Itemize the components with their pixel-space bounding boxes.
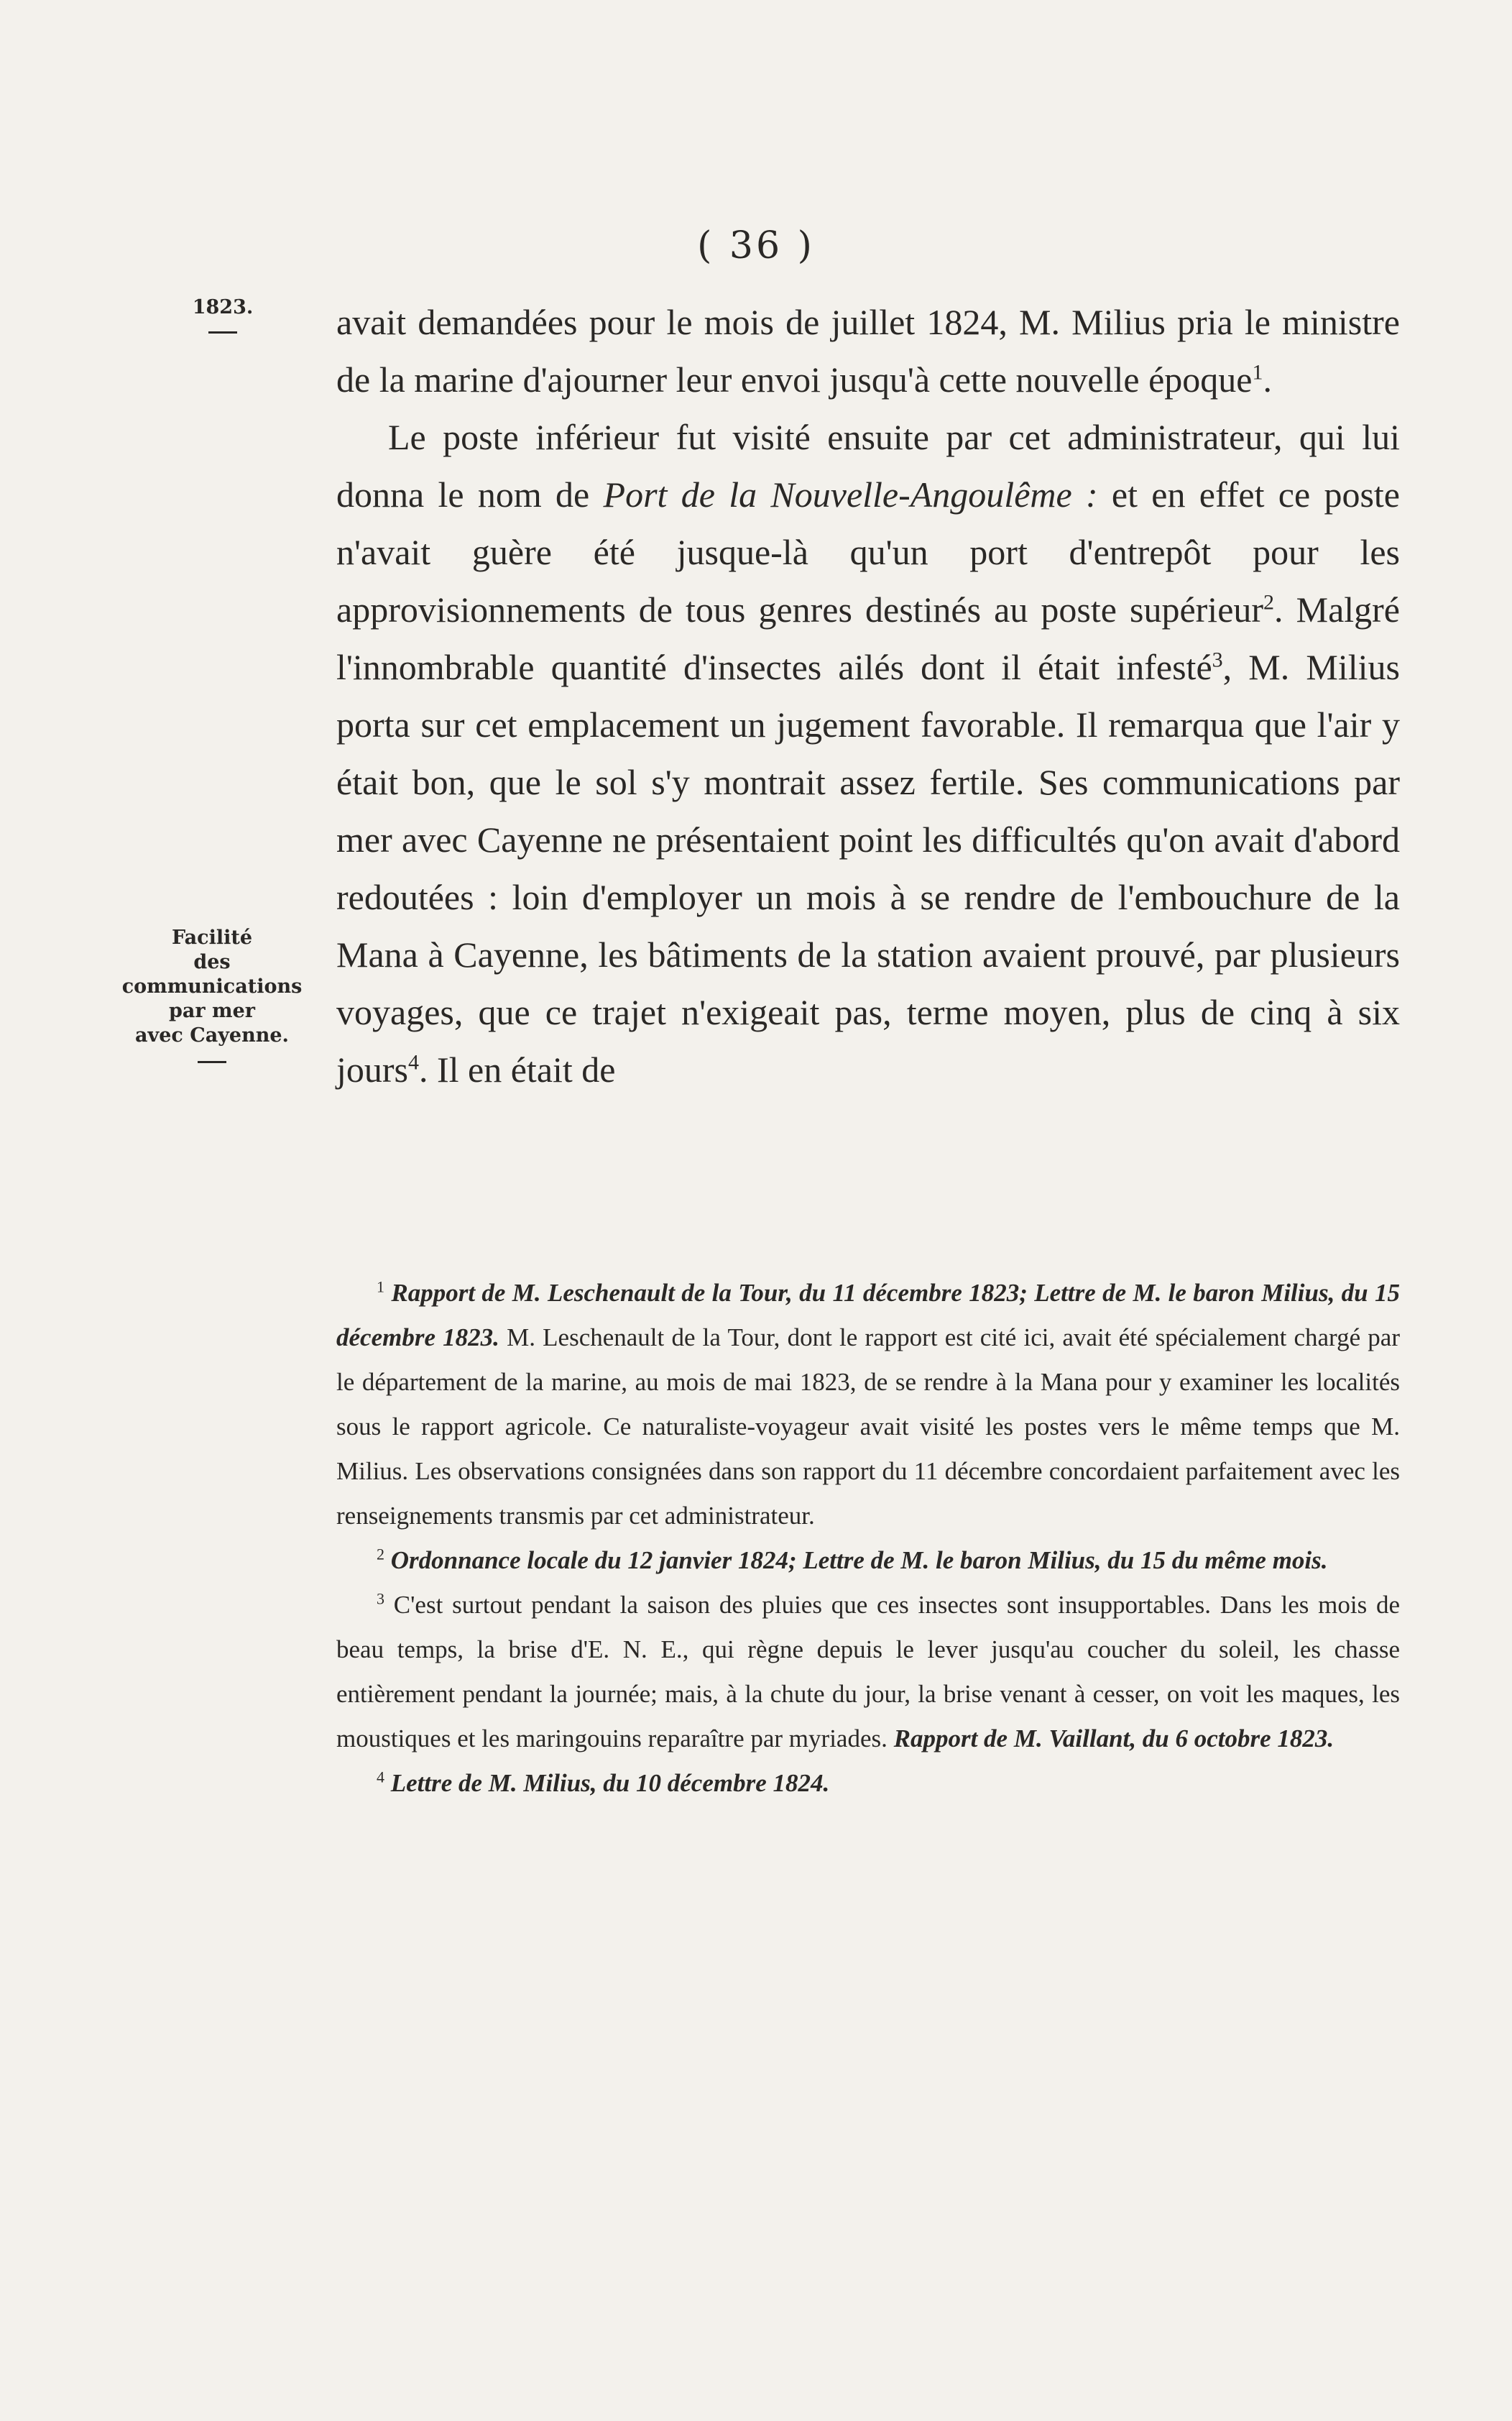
footnotes	[336, 1271, 1400, 1806]
margin-note-line: avec Cayenne.	[135, 1024, 289, 1047]
margin-year-text: 1823.	[192, 296, 254, 318]
margin-note-line: par mer	[169, 1000, 255, 1022]
footnote-2	[336, 1538, 1400, 1583]
paragraph-text: et en effet ce poste n'avait guère été jusque-là qu'un port d'entrepôt pour les approvisionnements de tous genres destinés au poste supérieur	[336, 474, 1400, 630]
paragraph-text: Le poste inférieur fut visité ensuite par cet administrateur, qui lui donna le nom de	[336, 417, 1400, 515]
margin-note-line: des	[193, 951, 231, 973]
margin-rule	[198, 1061, 226, 1063]
footnote-text: C'est surtout pendant la saison des pluies que ces insectes sont insupportables. Dans les mois de beau temps, la brise d'E. N. E., qui règne depuis le lever jusqu'au coucher du soleil, les chasse entièrement pendant la journée; mais, à la chute du jour, la brise venant à cesser, on voit les maques, les moustiques et les maringouins reparaître par myriades.	[336, 1591, 1401, 1752]
footnote-ref: 2	[1263, 590, 1275, 615]
main-text	[336, 293, 1400, 1098]
footnote-citation: Ordonnance locale du 12 janvier 1824; Lettre de M. le baron Milius, du 15 du même mois.	[390, 1546, 1328, 1574]
footnote-ref: 4	[408, 1050, 419, 1075]
paragraph-1	[336, 293, 1400, 408]
italic-place-name: Port de la Nouvelle-Angoulême :	[603, 474, 1098, 515]
footnote-citation: Rapport de M. Leschenault de la Tour, du 11 décembre 1823; Lettre de M. le baron Milius, du 15 décembre 1823.	[336, 1279, 1400, 1351]
footnote-text: M. Leschenault de la Tour, dont le rapport est cité ici, avait été spécialement chargé par le département de la marine, au mois de mai 1823, de se rendre à la Mana pour y examiner les localités sous le rapport agricole. Ce naturaliste-voyageur avait visité les postes vers le même temps que M. Milius. Les observations consignées dans son rapport du 11 décembre concordaient parfaitement avec les renseignements transmis par cet administrateur.	[336, 1323, 1400, 1530]
paragraph-text: avait demandées pour le mois de juillet 1824, M. Milius pria le ministre de la marine d'ajourner leur envoi jusqu'à cette nouvelle époque	[336, 302, 1400, 400]
footnote-ref: 1	[1252, 360, 1263, 385]
page-number: ( 36 )	[697, 224, 815, 267]
paragraph-text: . Il en était de	[419, 1049, 616, 1090]
footnote-3	[336, 1583, 1400, 1761]
paragraph-text: .	[1263, 359, 1272, 400]
footnote-mark: 4	[377, 1768, 384, 1786]
margin-note	[108, 926, 316, 1063]
footnote-citation: Rapport de M. Vaillant, du 6 octobre 1823.	[893, 1724, 1334, 1752]
paragraph-text: . Malgré l'innombrable quantité d'insectes ailés dont il était infesté	[336, 589, 1400, 687]
margin-year	[172, 296, 273, 334]
paragraph-text: , M. Milius porta sur cet emplacement un jugement favorable. Il remarqua que l'air y était bon, que le sol s'y montrait assez fertile. Ses communications par mer avec Cayenne ne présentaient point les difficultés qu'on avait d'abord redoutées : loin d'employer un mois à se rendre de l'embouchure de la Mana à Cayenne, les bâtiments de la station avaient prouvé, par plusieurs voyages, que ce trajet n'exigeait pas, terme moyen, plus de cinq à six jours	[336, 647, 1400, 1090]
footnote-mark: 3	[377, 1589, 384, 1608]
footnote-4	[336, 1761, 1400, 1806]
footnote-citation: Lettre de M. Milius, du 10 décembre 1824.	[390, 1769, 830, 1797]
margin-note-line: Facilité	[171, 927, 253, 949]
footnote-mark: 2	[377, 1545, 384, 1563]
footnote-mark: 1	[377, 1277, 384, 1296]
paragraph-2	[336, 408, 1400, 1098]
margin-note-line: communications	[121, 975, 303, 998]
footnote-ref: 3	[1212, 648, 1223, 672]
footnote-1	[336, 1271, 1400, 1538]
margin-rule	[208, 331, 237, 334]
